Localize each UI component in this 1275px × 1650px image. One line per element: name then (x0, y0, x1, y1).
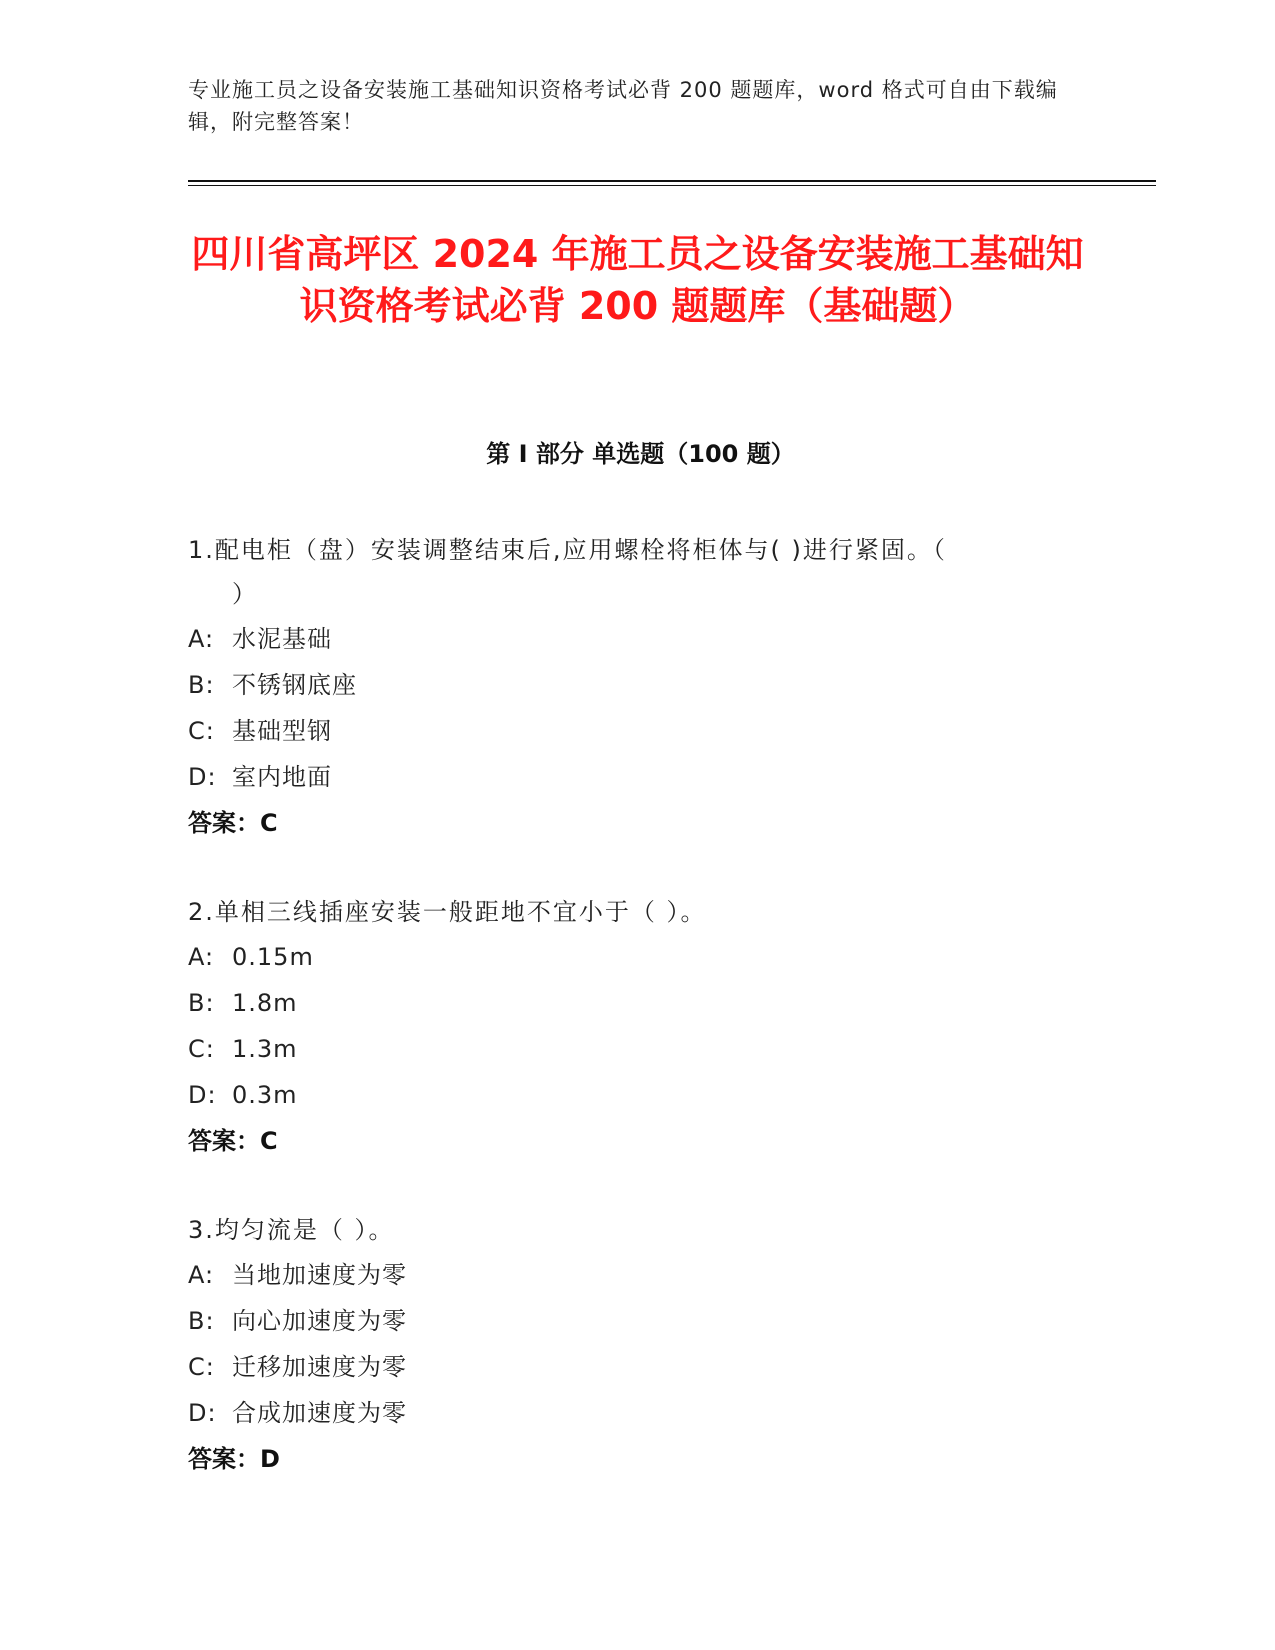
question-stem: 3.均匀流是（ ）。 (188, 1216, 395, 1244)
option-d (188, 1390, 1068, 1436)
option-c (188, 708, 1068, 754)
option-label: B: (188, 1307, 215, 1335)
option-text: 室内地面 (232, 763, 332, 791)
option-b (188, 1298, 1068, 1344)
option-text: 基础型钢 (232, 717, 332, 745)
answer-line: 答案：C (188, 809, 278, 837)
option-text: 0.3m (232, 1081, 298, 1109)
document-title: 四川省高坪区 2024 年施工员之设备安装施工基础知识资格考试必背 200 题题库（基础题） (191, 232, 1084, 328)
question-stem-continuation: ） (232, 580, 258, 608)
question-stem: 1.配电柜（盘）安装调整结束后,应用螺栓将柜体与( )进行紧固。（ (188, 536, 947, 564)
option-label: D: (188, 1399, 217, 1427)
question-1 (188, 528, 1068, 846)
option-a (188, 616, 1068, 662)
answer-line: 答案：C (188, 1127, 278, 1155)
option-text: 水泥基础 (232, 625, 332, 653)
option-text: 向心加速度为零 (232, 1307, 407, 1335)
header-rule-thick (188, 180, 1156, 182)
option-a (188, 1252, 1068, 1298)
option-b (188, 662, 1068, 708)
option-label: B: (188, 989, 215, 1017)
option-text: 迁移加速度为零 (232, 1353, 407, 1381)
option-a (188, 934, 1068, 980)
option-label: A: (188, 943, 215, 971)
question-2 (188, 890, 1068, 1164)
header-rule-thin (188, 185, 1156, 186)
option-label: A: (188, 1261, 215, 1289)
header-note: 专业施工员之设备安装施工基础知识资格考试必背 200 题题库，word 格式可自由下载编辑，附完整答案！ (188, 78, 1058, 134)
question-stem: 2.单相三线插座安装一般距地不宜小于（ ）。 (188, 898, 707, 926)
option-label: C: (188, 1353, 215, 1381)
option-label: A: (188, 625, 215, 653)
option-text: 不锈钢底座 (232, 671, 357, 699)
option-text: 当地加速度为零 (232, 1261, 407, 1289)
option-c (188, 1026, 1068, 1072)
option-d (188, 754, 1068, 800)
option-text: 1.8m (232, 989, 298, 1017)
option-text: 0.15m (232, 943, 314, 971)
option-c (188, 1344, 1068, 1390)
option-text: 合成加速度为零 (232, 1399, 407, 1427)
question-3 (188, 1208, 1068, 1482)
option-label: C: (188, 717, 215, 745)
answer-line: 答案：D (188, 1445, 280, 1473)
section-title: 第 I 部分 单选题（100 题） (486, 440, 795, 468)
option-b (188, 980, 1068, 1026)
option-label: C: (188, 1035, 215, 1063)
option-label: D: (188, 763, 217, 791)
option-label: D: (188, 1081, 217, 1109)
option-d (188, 1072, 1068, 1118)
option-text: 1.3m (232, 1035, 298, 1063)
option-label: B: (188, 671, 215, 699)
